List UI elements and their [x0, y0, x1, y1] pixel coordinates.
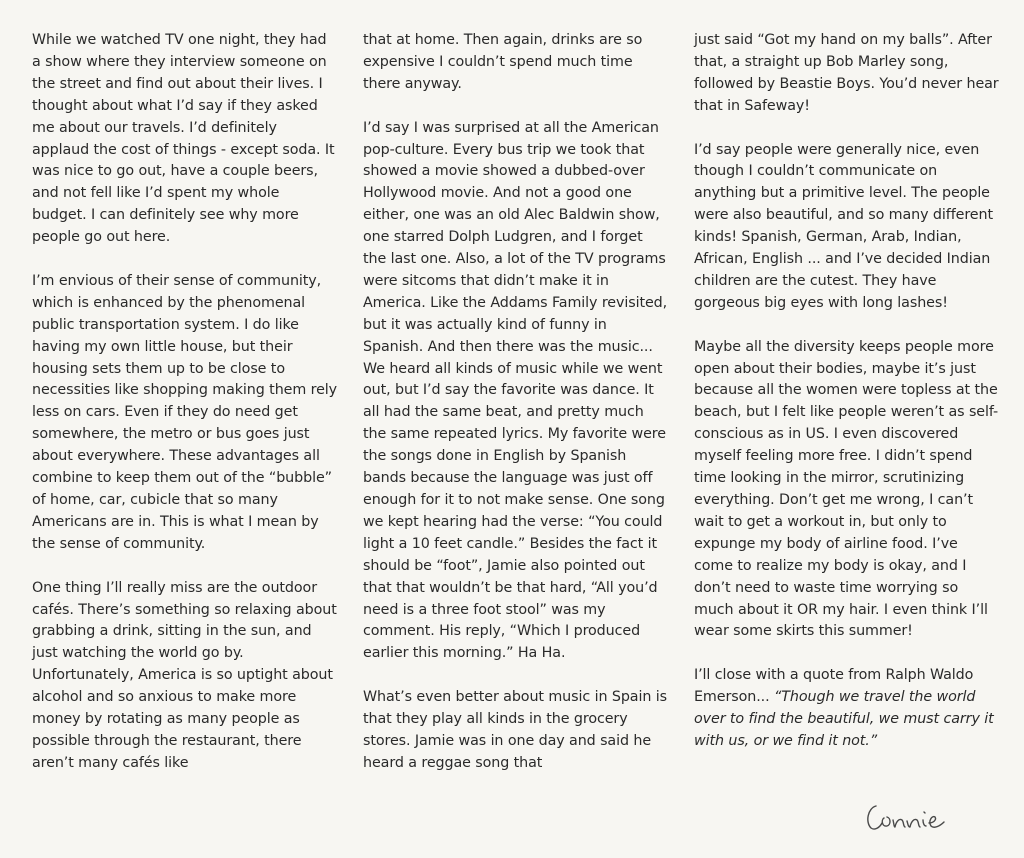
paragraph: I’d say people were generally nice, even though I couldn’t communicate on anything but a primitive level. The people were also beautiful, and so many different kinds! Spanish, German, Arab, Indian, African, English ... and I’ve decided Indian children are the cutest. They have gorgeous big eyes with long lashes!	[694, 141, 993, 311]
text-column-2	[363, 30, 668, 775]
paragraph: While we watched TV one night, they had a show where they interview someone on the street and find out about their lives. I thought about what I’d say if they asked me about our travels. I’d definitely applaud the cost of things - except soda. It was nice to go out, have a couple beers, and not fell like I’d spent my whole budget. I can definitely see why more people go out here.	[32, 32, 335, 246]
paragraph: just said “Got my hand on my balls”. After that, a straight up Bob Marley song, followed by Beastie Boys. You’d never hear that in Safeway!	[694, 32, 999, 114]
emerson-quote: “Though we travel the world over to find the beautiful, we must carry it with us, or we find it not.”	[694, 689, 994, 749]
paragraph: I’d say I was surprised at all the American pop-culture. Every bus trip we took that showed a movie showed a dubbed-over Hollywood movie. And not a good one either, one was an old Alec Baldwin show, one starred Dolph Ludgren, and I forget the last one. Also, a lot of the TV programs were sitcoms that didn’t make it in America. Like the Addams Family revisited, but it was actually kind of funny in Spanish. And then there was the music... We heard all kinds of music while we went out, but I’d say the favorite was dance. It all had the same beat, and pretty much the same repeated lyrics. My favorite were the songs done in English by Spanish bands because the language was just off enough for it to not make sense. One song we kept hearing had the verse: “You could light a 10 feet candle.” Besides the fact it should be “foot”, Jamie also pointed out that that wouldn’t be that hard, “All you’d need is a three foot stool” was my comment. His reply, “Which I produced earlier this morning.” Ha Ha.	[363, 119, 668, 662]
paragraph: that at home. Then again, drinks are so expensive I couldn’t spend much time there anyway.	[363, 32, 643, 92]
closing-intro: I’ll close with a quote from Ralph Waldo Emerson...	[694, 667, 974, 706]
closing-paragraph	[694, 665, 999, 753]
signature-stroke	[868, 806, 944, 829]
signature-connie	[862, 796, 952, 836]
paragraph: One thing I’ll really miss are the outdoor cafés. There’s something so relaxing about grabbing a drink, sitting in the sun, and just watching the world go by. Unfortunately, America is so uptight about alcohol and so anxious to make more money by rotating as many people as possible through the restaurant, there aren’t many cafés like	[32, 579, 337, 771]
paragraph: I’m envious of their sense of community, which is enhanced by the phenomenal public transportation system. I do like having my own little house, but their housing sets them up to be close to necessities like shopping making them rely less on cars. Even if they do need get somewhere, the metro or bus goes just about everywhere. These advantages all combine to keep them out of the “bubble” of home, car, cubicle that so many Americans are in. This is what I mean by the sense of community.	[32, 272, 338, 552]
paragraph: Maybe all the diversity keeps people more open about their bodies, maybe it’s just because all the women were topless at the beach, but I felt like people weren’t as self-conscious as in US. I even discovered myself feeling more free. I didn’t spend time looking in the mirror, scrutinizing everything. Don’t get me wrong, I can’t wait to get a workout in, but only to expunge my body of airline food. I’ve come to realize my body is okay, and I don’t need to waste time worrying so much about it OR my hair. I even think I’ll wear some skirts this summer!	[694, 338, 999, 640]
paragraph: What’s even better about music in Spain is that they play all kinds in the grocery stores. Jamie was in one day and said he heard a reggae song that	[363, 689, 667, 771]
text-column-1	[32, 30, 337, 775]
text-column-3	[694, 30, 999, 753]
